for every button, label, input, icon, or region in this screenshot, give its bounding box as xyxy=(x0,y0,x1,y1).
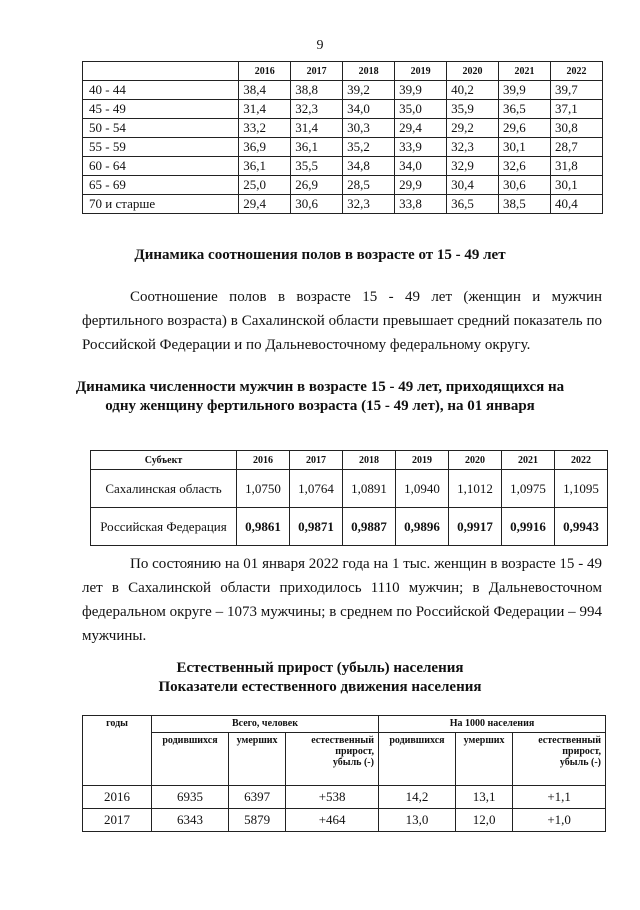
year-header: 2016 xyxy=(239,62,291,81)
table-cell: 14,2 xyxy=(378,786,455,809)
years-header: годы xyxy=(83,716,152,786)
table-cell: +464 xyxy=(286,809,379,832)
deaths-per-1000-header: умерших xyxy=(455,733,512,786)
table-cell: 34,8 xyxy=(343,157,395,176)
table-cell: 1,0750 xyxy=(237,470,290,508)
table-cell: 1,0764 xyxy=(290,470,343,508)
table-cell: 35,5 xyxy=(291,157,343,176)
natural-movement-table xyxy=(82,715,606,832)
row-label: 70 и старше xyxy=(83,195,239,214)
year-header: 2019 xyxy=(396,451,449,470)
section-heading-sex-ratio: Динамика соотношения полов в возрасте от 15 - 49 лет xyxy=(134,247,506,263)
table-cell: 39,2 xyxy=(343,81,395,100)
page-number: 9 xyxy=(316,38,324,53)
year-header: 2020 xyxy=(447,62,499,81)
sex-ratio-paragraph: Соотношение полов в возрасте 15 - 49 лет (женщин и мужчин фертильного возраста) в Сахалинской области превышает средний показатель по Российской Федерации и по Дальневосточному федеральному округу. xyxy=(82,289,602,353)
table-cell: 31,4 xyxy=(239,100,291,119)
table-cell: 1,0975 xyxy=(502,470,555,508)
table-cell: +1,1 xyxy=(513,786,606,809)
section-heading-natural-growth: Естественный прирост (убыль) населения xyxy=(176,660,464,676)
table-cell: 30,6 xyxy=(291,195,343,214)
table-cell: 38,5 xyxy=(499,195,551,214)
table-row xyxy=(83,81,603,100)
table-header-row xyxy=(91,451,608,470)
table-cell: 35,2 xyxy=(343,138,395,157)
table-cell: 39,7 xyxy=(550,81,602,100)
table-cell: 40,4 xyxy=(550,195,602,214)
section-heading-natural-movement: Показатели естественного движения населения xyxy=(158,679,482,695)
table-row xyxy=(83,157,603,176)
table-cell: 38,8 xyxy=(291,81,343,100)
table-cell: 1,1095 xyxy=(555,470,608,508)
subject-header: Субъект xyxy=(91,451,237,470)
table-cell: 0,9871 xyxy=(290,508,343,546)
total-people-header: Всего, человек xyxy=(152,716,379,733)
table-cell: 35,0 xyxy=(395,100,447,119)
row-label: 65 - 69 xyxy=(83,176,239,195)
table-cell: 0,9916 xyxy=(502,508,555,546)
table-row xyxy=(83,786,606,809)
table-cell: 34,0 xyxy=(395,157,447,176)
year-header: 2018 xyxy=(343,62,395,81)
row-label: 45 - 49 xyxy=(83,100,239,119)
table-row xyxy=(83,195,603,214)
year-header: 2022 xyxy=(550,62,602,81)
age-group-table xyxy=(82,61,603,214)
year-header: 2021 xyxy=(499,62,551,81)
row-label: 50 - 54 xyxy=(83,119,239,138)
table-cell: 33,9 xyxy=(395,138,447,157)
table-cell: 36,5 xyxy=(447,195,499,214)
subject-cell: Российская Федерация xyxy=(91,508,237,546)
growth-header-line: убыль (-) xyxy=(559,757,601,768)
table-cell: 0,9861 xyxy=(237,508,290,546)
table-cell: 31,4 xyxy=(291,119,343,138)
table-cell: 32,3 xyxy=(343,195,395,214)
table-subheader-row xyxy=(83,733,606,786)
table-row xyxy=(83,119,603,138)
table-cell: 36,5 xyxy=(499,100,551,119)
table-header-row xyxy=(83,62,603,81)
subject-cell: Сахалинская область xyxy=(91,470,237,508)
table-cell: 35,9 xyxy=(447,100,499,119)
table-cell: 30,8 xyxy=(550,119,602,138)
table-cell: 0,9887 xyxy=(343,508,396,546)
year-header: 2018 xyxy=(343,451,396,470)
table-cell: 6935 xyxy=(152,786,229,809)
year-header: 2019 xyxy=(395,62,447,81)
table-cell: 33,2 xyxy=(239,119,291,138)
table-cell: 30,3 xyxy=(343,119,395,138)
row-label: 60 - 64 xyxy=(83,157,239,176)
table-cell: 0,9943 xyxy=(555,508,608,546)
growth-header-line: естественный xyxy=(311,735,374,746)
table-cell: 13,0 xyxy=(378,809,455,832)
table-cell: 32,9 xyxy=(447,157,499,176)
table-cell: 32,3 xyxy=(291,100,343,119)
year-header: 2016 xyxy=(237,451,290,470)
table-cell: 29,4 xyxy=(395,119,447,138)
births-header: родившихся xyxy=(152,733,229,786)
year-header: 2020 xyxy=(449,451,502,470)
table-cell: 0,9896 xyxy=(396,508,449,546)
table-cell: 36,1 xyxy=(291,138,343,157)
year-header: 2017 xyxy=(290,451,343,470)
growth-header-line: убыль (-) xyxy=(332,757,374,768)
table-cell: 12,0 xyxy=(455,809,512,832)
table-cell: 1,0891 xyxy=(343,470,396,508)
births-per-1000-header: родившихся xyxy=(378,733,455,786)
growth-header-line: естественный xyxy=(538,735,601,746)
table-cell: 25,0 xyxy=(239,176,291,195)
table-cell: 30,1 xyxy=(499,138,551,157)
table-cell: 13,1 xyxy=(455,786,512,809)
table-cell: 39,9 xyxy=(395,81,447,100)
year-header: 2021 xyxy=(502,451,555,470)
table-header-row xyxy=(83,716,606,733)
section-heading-male-dynamics-line2: одну женщину фертильного возраста (15 - 49 лет), на 01 января xyxy=(105,398,535,414)
table-cell: 38,4 xyxy=(239,81,291,100)
header-empty-cell xyxy=(83,62,239,81)
table-cell: +1,0 xyxy=(513,809,606,832)
table-cell: +538 xyxy=(286,786,379,809)
year-header: 2017 xyxy=(291,62,343,81)
year-header: 2022 xyxy=(555,451,608,470)
male-per-female-table xyxy=(90,450,608,546)
table-cell: 28,5 xyxy=(343,176,395,195)
table-cell: 6343 xyxy=(152,809,229,832)
section-heading-male-dynamics-line1: Динамика численности мужчин в возрасте 15 - 49 лет, приходящихся на xyxy=(75,379,565,395)
growth-header xyxy=(286,733,379,786)
table-cell: 36,9 xyxy=(239,138,291,157)
table-cell: 30,1 xyxy=(550,176,602,195)
table-cell: 32,6 xyxy=(499,157,551,176)
deaths-header: умерших xyxy=(228,733,285,786)
table-row xyxy=(83,100,603,119)
growth-header-line: прирост, xyxy=(335,746,374,757)
row-label: 55 - 59 xyxy=(83,138,239,157)
table-cell: 31,8 xyxy=(550,157,602,176)
table-cell: 36,1 xyxy=(239,157,291,176)
table-cell: 30,4 xyxy=(447,176,499,195)
table-row xyxy=(83,176,603,195)
table-row xyxy=(83,809,606,832)
table-cell: 32,3 xyxy=(447,138,499,157)
growth-per-1000-header xyxy=(513,733,606,786)
statistics-paragraph: По состоянию на 01 января 2022 года на 1 тыс. женщин в возрасте 15 - 49 лет в Сахалинской области приходилось 1110 мужчин; в Дальневосточном федеральном округе – 1073 мужчины; в среднем по Российской Федерации – 994 мужчины. xyxy=(82,556,602,644)
table-cell: 37,1 xyxy=(550,100,602,119)
per-1000-header: На 1000 населения xyxy=(378,716,605,733)
table-cell: 29,9 xyxy=(395,176,447,195)
table-row xyxy=(83,138,603,157)
table-cell: 33,8 xyxy=(395,195,447,214)
table-cell: 39,9 xyxy=(499,81,551,100)
row-label: 40 - 44 xyxy=(83,81,239,100)
table-cell: 5879 xyxy=(228,809,285,832)
table-cell: 29,4 xyxy=(239,195,291,214)
table-cell: 6397 xyxy=(228,786,285,809)
table-cell: 34,0 xyxy=(343,100,395,119)
table-cell: 40,2 xyxy=(447,81,499,100)
table-cell: 1,1012 xyxy=(449,470,502,508)
table-cell: 28,7 xyxy=(550,138,602,157)
table-cell: 30,6 xyxy=(499,176,551,195)
table-cell: 29,2 xyxy=(447,119,499,138)
table-row xyxy=(91,508,608,546)
table-row xyxy=(91,470,608,508)
table-cell: 29,6 xyxy=(499,119,551,138)
year-cell: 2017 xyxy=(83,809,152,832)
growth-header-line: прирост, xyxy=(562,746,601,757)
table-cell: 0,9917 xyxy=(449,508,502,546)
table-cell: 26,9 xyxy=(291,176,343,195)
year-cell: 2016 xyxy=(83,786,152,809)
table-cell: 1,0940 xyxy=(396,470,449,508)
